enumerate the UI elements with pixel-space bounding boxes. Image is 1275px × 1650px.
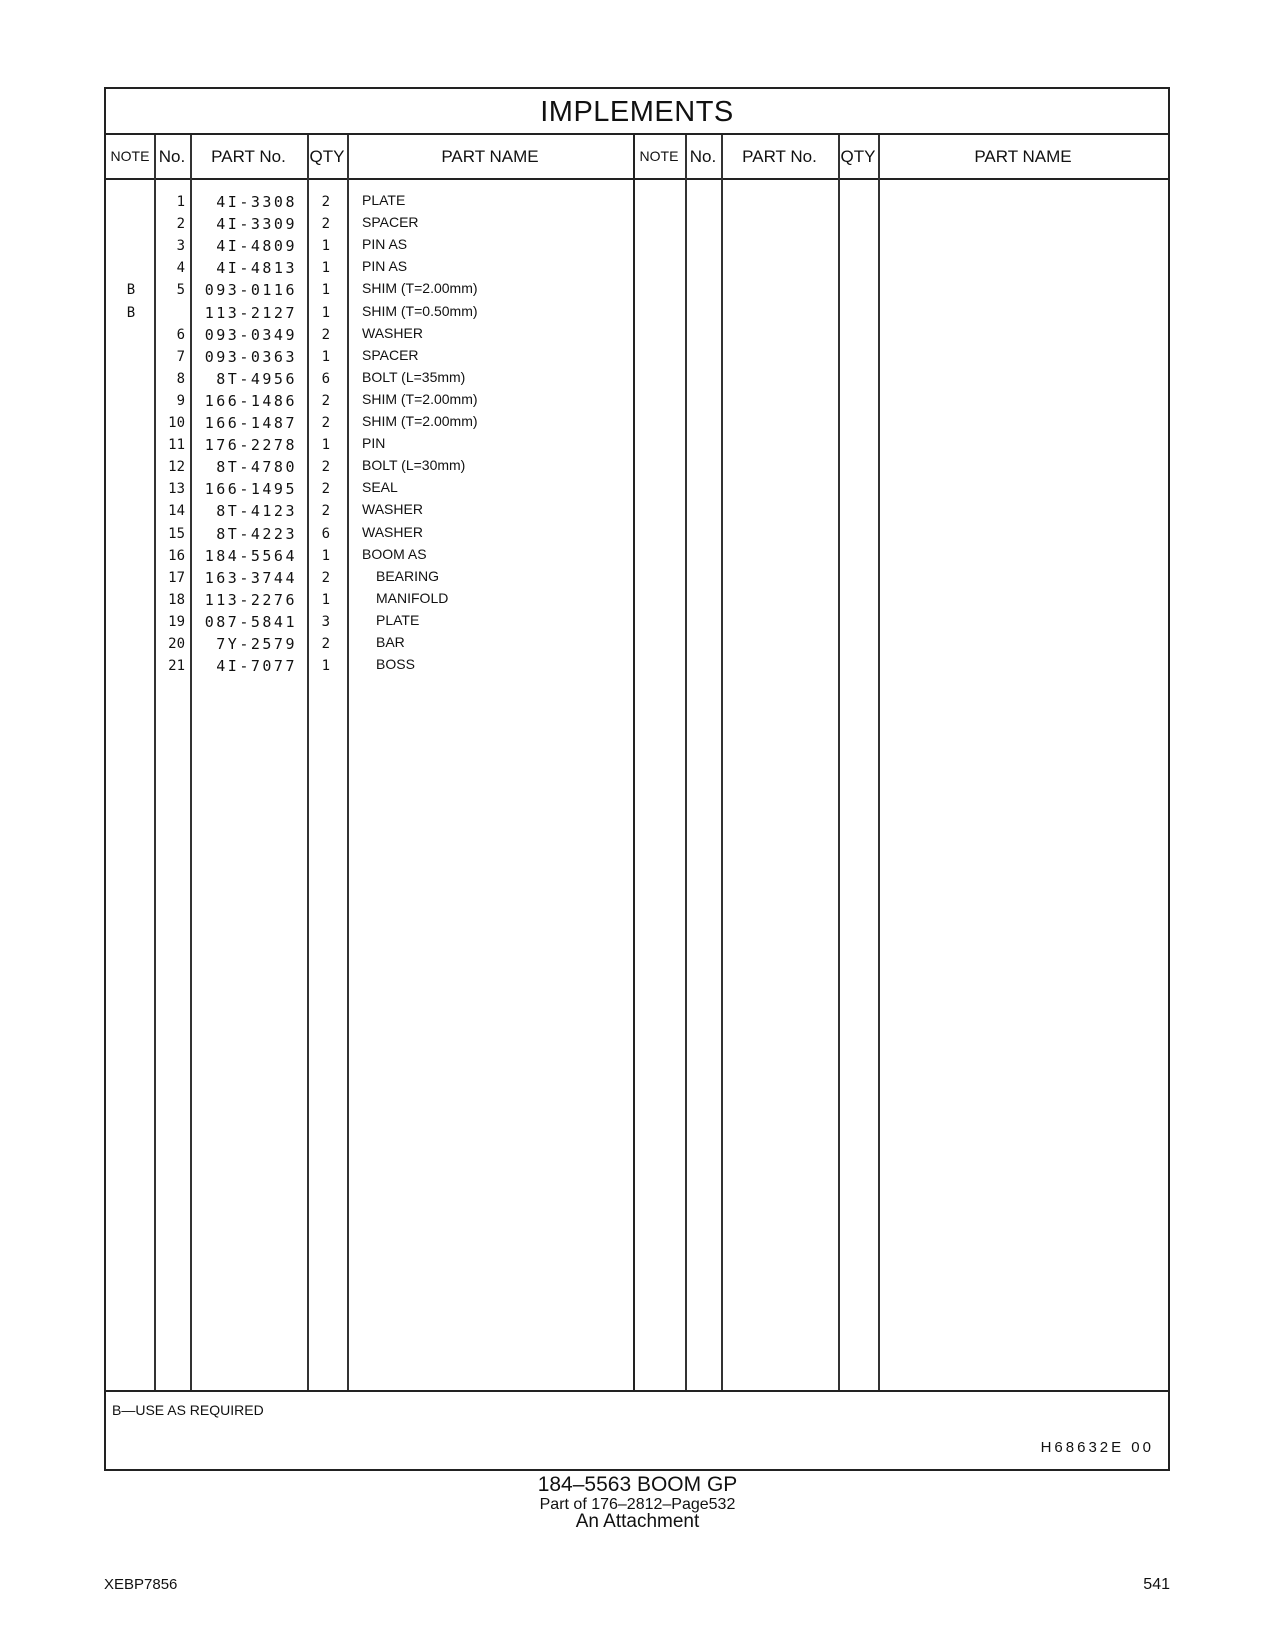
part-number-cell: 166-1486 — [204, 391, 297, 410]
part-name-cell: BOOM AS — [362, 545, 427, 562]
item-number-cell: 3 — [176, 238, 185, 255]
part-number-cell: 7Y-2579 — [216, 635, 297, 653]
item-number-cell: 11 — [168, 437, 185, 454]
quantity-cell: 1 — [321, 348, 330, 365]
part-name-cell: BOSS — [376, 656, 415, 673]
part-number-cell: 087-5841 — [204, 612, 297, 631]
quantity-cell: 6 — [321, 525, 330, 542]
part-name-cell: SHIM (T=0.50mm) — [362, 302, 478, 319]
part-name-cell: BOLT (L=30mm) — [362, 457, 466, 474]
part-number-cell: 166-1487 — [204, 414, 297, 432]
quantity-cell: 2 — [321, 481, 330, 498]
quantity-cell: 1 — [321, 437, 330, 454]
part-name-cell: SEAL — [362, 479, 398, 496]
header-part-no-right: PART No. — [742, 147, 817, 166]
caption-part-of: Part of 176–2812–Page532 — [539, 1496, 736, 1513]
part-number-cell: 8T-4123 — [216, 502, 297, 521]
quantity-cell: 2 — [321, 503, 330, 520]
part-number-cell: 8T-4956 — [216, 369, 297, 388]
item-number-cell: 13 — [168, 481, 185, 498]
table-title: IMPLEMENTS — [106, 89, 1168, 135]
quantity-cell: 1 — [321, 260, 330, 277]
part-number-cell: 4I-3309 — [216, 215, 297, 234]
item-number-cell: 15 — [168, 525, 185, 542]
table-row — [106, 457, 1168, 479]
part-name-cell: WASHER — [362, 501, 423, 518]
part-name-cell: WASHER — [362, 523, 423, 540]
part-number-cell: 093-0349 — [204, 325, 297, 344]
part-name-cell: WASHER — [362, 324, 423, 341]
table-row — [106, 391, 1168, 413]
part-number-cell: 166-1495 — [204, 480, 297, 499]
header-part-name-right: PART NAME — [974, 147, 1072, 166]
part-number-cell: 8T-4223 — [216, 524, 297, 543]
part-name-cell: SHIM (T=2.00mm) — [362, 280, 478, 297]
part-name-cell: BEARING — [376, 567, 440, 584]
item-number-cell: 5 — [176, 282, 185, 299]
quantity-cell: 1 — [321, 547, 330, 564]
quantity-cell: 3 — [321, 613, 330, 630]
table-row — [106, 524, 1168, 546]
parts-table-frame — [104, 87, 1170, 1471]
caption-attachment: An Attachment — [575, 1511, 700, 1532]
table-row — [106, 214, 1168, 236]
part-number-cell: 184-5564 — [204, 546, 297, 565]
quantity-cell: 2 — [321, 194, 330, 210]
table-body — [106, 180, 1168, 1392]
quantity-cell: 1 — [321, 238, 330, 255]
document-id: XEBP7856 — [104, 1576, 178, 1593]
illustration-code: H68632E 00 — [1040, 1439, 1154, 1456]
part-name-cell: PIN AS — [362, 236, 408, 253]
header-qty-left: QTY — [309, 147, 345, 166]
item-number-cell: 20 — [168, 636, 185, 652]
table-row — [106, 280, 1168, 302]
table-row — [106, 568, 1168, 590]
part-name-cell: SPACER — [362, 346, 419, 363]
part-name-cell: BOLT (L=35mm) — [362, 368, 466, 385]
part-name-cell: MANIFOLD — [376, 589, 449, 606]
table-row — [106, 303, 1168, 325]
table-row — [106, 590, 1168, 612]
part-number-cell: 176-2278 — [204, 436, 297, 455]
quantity-cell: 2 — [321, 392, 330, 409]
part-number-cell: 093-0116 — [204, 281, 297, 300]
part-number-cell: 163-3744 — [204, 568, 297, 587]
quantity-cell: 1 — [321, 282, 330, 299]
part-number-cell: 093-0363 — [204, 347, 297, 366]
table-row — [106, 479, 1168, 501]
item-number-cell: 7 — [176, 348, 185, 365]
part-name-cell: SHIM (T=2.00mm) — [362, 413, 478, 429]
item-number-cell: 10 — [168, 415, 185, 431]
header-no-right: No. — [689, 147, 717, 166]
table-row — [106, 236, 1168, 258]
part-name-cell: PIN AS — [362, 258, 408, 275]
table-row — [106, 435, 1168, 457]
item-number-cell: 12 — [168, 459, 185, 476]
part-number-cell: 113-2276 — [204, 590, 297, 609]
table-row — [106, 612, 1168, 634]
header-note-left: NOTE — [110, 148, 150, 164]
item-number-cell: 8 — [176, 370, 185, 387]
part-name-cell: SPACER — [362, 214, 419, 231]
table-row — [106, 325, 1168, 347]
header-row — [106, 135, 1168, 180]
table-row — [106, 192, 1168, 214]
part-name-cell: BAR — [376, 634, 405, 650]
quantity-cell: 2 — [321, 216, 330, 233]
quantity-cell: 2 — [321, 636, 330, 652]
quantity-cell: 2 — [321, 415, 330, 431]
quantity-cell: 2 — [321, 459, 330, 476]
part-name-cell: SHIM (T=2.00mm) — [362, 390, 478, 407]
part-number-cell: 4I-4813 — [216, 259, 297, 278]
table-row — [106, 347, 1168, 369]
quantity-cell: 2 — [321, 326, 330, 343]
table-row — [106, 634, 1168, 656]
item-number-cell: 6 — [176, 326, 185, 343]
part-name-cell: PIN — [362, 435, 386, 452]
quantity-cell: 6 — [321, 370, 330, 387]
item-number-cell: 18 — [168, 591, 185, 608]
item-number-cell: 17 — [168, 569, 185, 586]
item-number-cell: 1 — [176, 194, 185, 210]
header-part-name-left: PART NAME — [441, 147, 539, 166]
table-row — [106, 501, 1168, 523]
caption-group-title: 184–5563 BOOM GP — [537, 1473, 738, 1496]
quantity-cell: 1 — [321, 591, 330, 608]
quantity-cell: 2 — [321, 569, 330, 586]
quantity-cell: 1 — [321, 658, 330, 675]
item-number-cell: 21 — [168, 658, 185, 675]
item-number-cell: 16 — [168, 547, 185, 564]
part-name-cell: PLATE — [376, 611, 420, 628]
part-number-cell: 113-2127 — [204, 303, 297, 322]
item-number-cell: 14 — [168, 503, 185, 520]
part-number-cell: 4I-4809 — [216, 237, 297, 256]
header-note-right: NOTE — [639, 148, 679, 164]
page-number: 541 — [1143, 1576, 1170, 1593]
part-name-cell: PLATE — [362, 192, 406, 208]
item-number-cell: 9 — [176, 392, 185, 409]
table-row — [106, 656, 1168, 678]
item-number-cell: 4 — [176, 260, 185, 277]
part-number-cell: 4I-3308 — [216, 193, 297, 211]
table-row — [106, 413, 1168, 435]
table-row — [106, 369, 1168, 391]
footnote: B—USE AS REQUIRED — [112, 1402, 264, 1418]
header-part-no-left: PART No. — [211, 147, 286, 166]
item-number-cell: 19 — [168, 613, 185, 630]
table-row — [106, 546, 1168, 568]
item-number-cell: 2 — [176, 216, 185, 233]
note-cell: B — [126, 282, 136, 299]
quantity-cell: 1 — [321, 304, 330, 321]
header-qty-right: QTY — [840, 147, 876, 166]
note-cell: B — [126, 304, 136, 321]
part-number-cell: 8T-4780 — [216, 458, 297, 477]
part-number-cell: 4I-7077 — [216, 657, 297, 676]
table-row — [106, 258, 1168, 280]
header-no-left: No. — [158, 147, 186, 166]
